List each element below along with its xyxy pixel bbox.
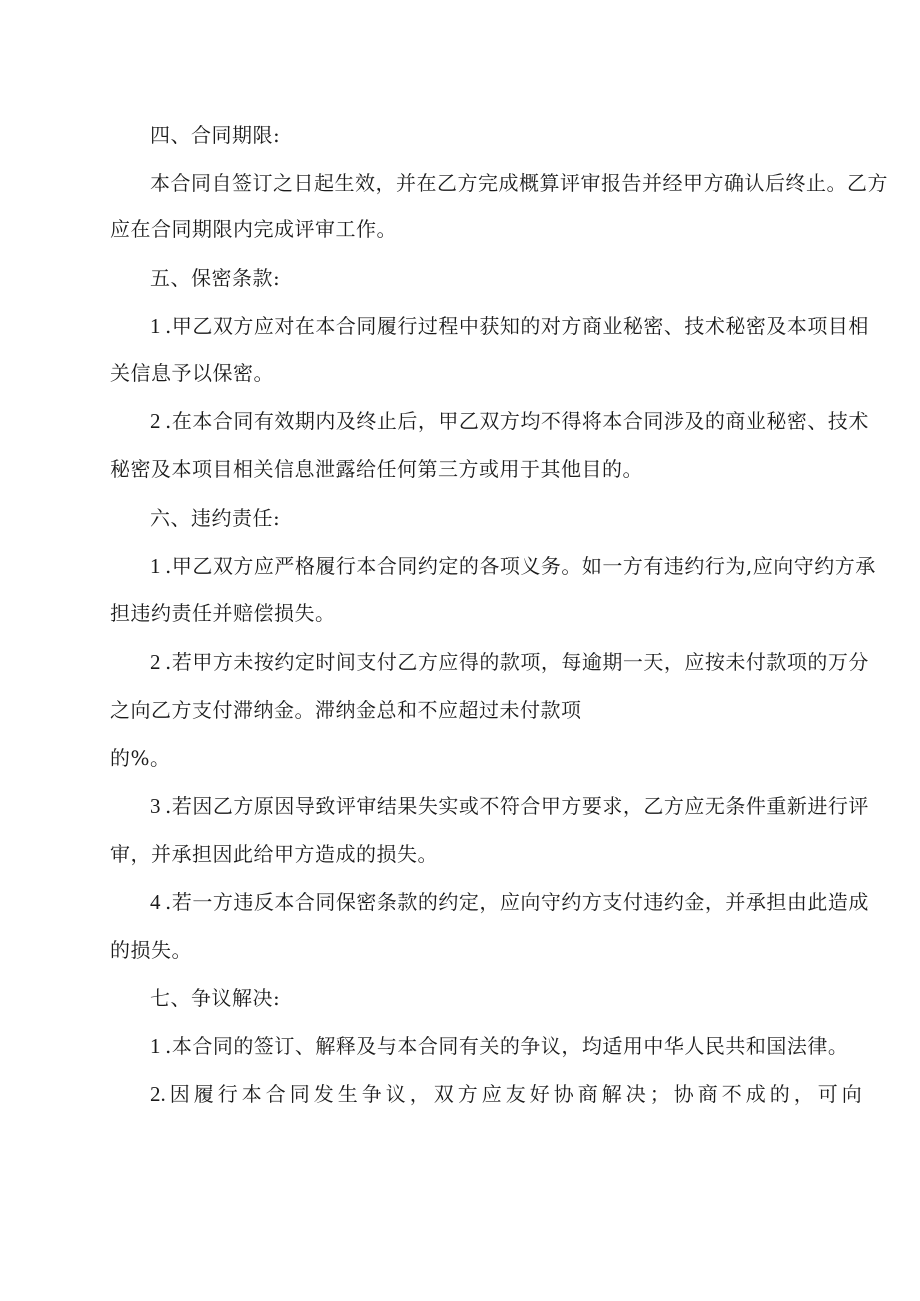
item-text: .在本合同有效期内及终止后，甲乙双方均不得将本合同涉及的商业秘密、技术 xyxy=(165,409,869,433)
item-text: .若一方违反本合同保密条款的约定，应向守约方支付违约金，并承担由此造成 xyxy=(165,890,869,914)
item-number: 4 xyxy=(150,890,161,914)
section-6-item-2-line-2: 之向乙方支付滞纳金。滞纳金总和不应超过未付款项 xyxy=(110,698,582,722)
section-4-paragraph-line-2: 应在合同期限内完成评审工作。 xyxy=(110,217,397,241)
section-6-item-4-line-1 xyxy=(150,888,869,916)
section-5-heading: 五、保密条款: xyxy=(150,266,281,290)
item-number: 1 xyxy=(150,554,161,578)
section-5-item-1-line-1 xyxy=(150,312,869,340)
section-6-item-3-line-2: 审，并承担因此给甲方造成的损失。 xyxy=(110,842,438,866)
section-6-item-1-line-1 xyxy=(150,552,876,580)
section-7-item-1-line-1 xyxy=(150,1032,848,1060)
item-number: 1 xyxy=(150,314,161,338)
item-text: .甲乙双方应对在本合同履行过程中获知的对方商业秘密、技术秘密及本项目相 xyxy=(165,314,869,338)
section-7-heading: 七、争议解决: xyxy=(150,986,281,1010)
section-6-heading: 六、违约责任: xyxy=(150,506,281,530)
section-4-heading: 四、合同期限: xyxy=(150,123,281,147)
item-text: 因履行本合同发生争议，双方应友好协商解决；协商不成的，可向 xyxy=(169,1082,866,1106)
section-6-item-1-line-2: 担违约责任并赔偿损失。 xyxy=(110,601,336,625)
item-number: 3 xyxy=(150,794,161,818)
item-number: 2 xyxy=(150,650,161,674)
item-text: .若因乙方原因导致评审结果失实或不符合甲方要求，乙方应无条件重新进行评 xyxy=(165,794,869,818)
section-6-item-2-line-1 xyxy=(150,648,869,676)
section-6-item-2-line-3: 的%。 xyxy=(110,746,171,770)
section-7-item-2-line-1 xyxy=(150,1080,866,1108)
item-text: .甲乙双方应严格履行本合同约定的各项义务。如一方有违约行为,应向守约方承 xyxy=(165,554,876,578)
section-5-item-1-line-2: 关信息予以保密。 xyxy=(110,361,274,385)
section-4-paragraph-line-1: 本合同自签订之日起生效，并在乙方完成概算评审报告并经甲方确认后终止。乙方 xyxy=(150,171,888,195)
section-5-item-2-line-2: 秘密及本项目相关信息泄露给任何第三方或用于其他目的。 xyxy=(110,457,643,481)
item-number: 1 xyxy=(150,1034,161,1058)
item-text: .本合同的签订、解释及与本合同有关的争议，均适用中华人民共和国法律。 xyxy=(165,1034,849,1058)
item-text: .若甲方未按约定时间支付乙方应得的款项，每逾期一天，应按未付款项的万分 xyxy=(165,650,869,674)
section-6-item-3-line-1 xyxy=(150,792,869,820)
item-number: 2 xyxy=(150,409,161,433)
item-number: 2. xyxy=(150,1082,166,1106)
section-6-item-4-line-2: 的损失。 xyxy=(110,938,192,962)
section-5-item-2-line-1 xyxy=(150,407,869,435)
